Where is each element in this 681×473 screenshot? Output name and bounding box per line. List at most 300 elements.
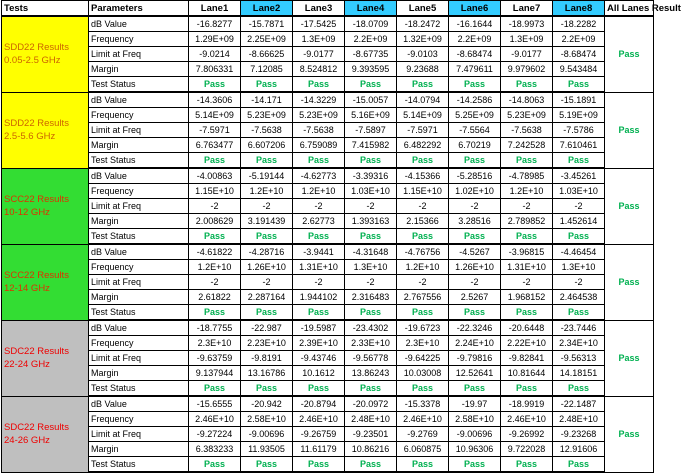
lane-value: 7.12085 bbox=[241, 62, 293, 77]
lane-value: 6.763477 bbox=[189, 138, 241, 153]
parameter-name: Frequency bbox=[89, 336, 189, 351]
lane-value: -2 bbox=[189, 275, 241, 290]
lane-value: 9.393595 bbox=[345, 62, 397, 77]
table-row bbox=[2, 32, 654, 47]
lane-value: -9.56778 bbox=[345, 351, 397, 366]
lane-value: 2.789852 bbox=[501, 214, 553, 229]
lane-status: Pass bbox=[241, 229, 293, 245]
lane-status: Pass bbox=[501, 457, 553, 473]
lane-value: 2.46E+10 bbox=[189, 412, 241, 427]
lane-value: 7.415982 bbox=[345, 138, 397, 153]
lane-value: 6.060875 bbox=[397, 442, 449, 457]
lane-value: 1.2E+10 bbox=[501, 184, 553, 199]
lane-status: Pass bbox=[345, 229, 397, 245]
lane-value: -15.3378 bbox=[397, 396, 449, 412]
lane-value: 10.86216 bbox=[345, 442, 397, 457]
lane-value: 10.96306 bbox=[449, 442, 501, 457]
lane-value: -4.31648 bbox=[345, 244, 397, 260]
lane-value: 9.979602 bbox=[501, 62, 553, 77]
parameter-name: Limit at Freq bbox=[89, 427, 189, 442]
lane-status: Pass bbox=[345, 77, 397, 93]
lane-value: 9.543484 bbox=[553, 62, 605, 77]
table-row bbox=[2, 168, 654, 184]
lane-status: Pass bbox=[449, 153, 501, 169]
lane-value: 2.15366 bbox=[397, 214, 449, 229]
lane-value: 1.31E+10 bbox=[293, 260, 345, 275]
parameter-name: Limit at Freq bbox=[89, 47, 189, 62]
lane-value: 1.944102 bbox=[293, 290, 345, 305]
lane-value: -14.8063 bbox=[501, 92, 553, 108]
lane-value: -18.9919 bbox=[501, 396, 553, 412]
lane-status: Pass bbox=[553, 153, 605, 169]
table-row bbox=[2, 442, 654, 457]
lane-value: -5.19144 bbox=[241, 168, 293, 184]
lane-value: -9.8191 bbox=[241, 351, 293, 366]
parameter-name: dB Value bbox=[89, 320, 189, 336]
lane-value: -9.56313 bbox=[553, 351, 605, 366]
lane-value: -7.5564 bbox=[449, 123, 501, 138]
table-row bbox=[2, 62, 654, 77]
lane-value: 2.62773 bbox=[293, 214, 345, 229]
lane-status: Pass bbox=[553, 229, 605, 245]
lane-value: -20.0972 bbox=[345, 396, 397, 412]
lane-value: -8.68474 bbox=[449, 47, 501, 62]
lane-value: 5.23E+09 bbox=[241, 108, 293, 123]
lane-value: 1.2E+10 bbox=[293, 184, 345, 199]
table-row bbox=[2, 123, 654, 138]
lane-value: -2 bbox=[241, 275, 293, 290]
lane-value: 2.25E+09 bbox=[241, 32, 293, 47]
lane-value: -4.78985 bbox=[501, 168, 553, 184]
table-row bbox=[2, 153, 654, 169]
parameter-name: Frequency bbox=[89, 184, 189, 199]
table-row bbox=[2, 47, 654, 62]
lane-status: Pass bbox=[189, 305, 241, 321]
lane-value: -2 bbox=[449, 199, 501, 214]
lane-value: 1.2E+10 bbox=[241, 184, 293, 199]
parameter-name: Frequency bbox=[89, 108, 189, 123]
table-row bbox=[2, 229, 654, 245]
lane-value: 1.968152 bbox=[501, 290, 553, 305]
parameter-name: Margin bbox=[89, 290, 189, 305]
tests-header: Tests bbox=[2, 1, 89, 17]
parameter-name: Test Status bbox=[89, 229, 189, 245]
lane-value: 6.482292 bbox=[397, 138, 449, 153]
all-lanes-result: Pass bbox=[605, 396, 654, 472]
lane-value: 2.24E+10 bbox=[449, 336, 501, 351]
lane-status: Pass bbox=[189, 77, 241, 93]
parameter-name: dB Value bbox=[89, 168, 189, 184]
lane-value: -2 bbox=[241, 199, 293, 214]
lane-value: 2.5267 bbox=[449, 290, 501, 305]
lane-value: 1.15E+10 bbox=[189, 184, 241, 199]
lane-value: -2 bbox=[293, 275, 345, 290]
lane-value: 2.61822 bbox=[189, 290, 241, 305]
test-group-title: SDD22 Results 0.05-2.5 GHz bbox=[2, 16, 89, 92]
lane-value: 2.48E+10 bbox=[345, 412, 397, 427]
lane-value: -18.9973 bbox=[501, 16, 553, 32]
lane-value: 1.3E+10 bbox=[553, 260, 605, 275]
table-row bbox=[2, 366, 654, 381]
test-group-title: SDC22 Results 24-26 GHz bbox=[2, 396, 89, 472]
lane-value: -9.79816 bbox=[449, 351, 501, 366]
lane-value: -9.64225 bbox=[397, 351, 449, 366]
lane-value: 3.28516 bbox=[449, 214, 501, 229]
table-row bbox=[2, 77, 654, 93]
lane-value: 1.02E+10 bbox=[449, 184, 501, 199]
lane-value: -9.0177 bbox=[293, 47, 345, 62]
table-row bbox=[2, 138, 654, 153]
lane-status: Pass bbox=[449, 381, 501, 397]
parameter-name: Test Status bbox=[89, 305, 189, 321]
lane-value: 13.86243 bbox=[345, 366, 397, 381]
lane-value: -18.0709 bbox=[345, 16, 397, 32]
table-row bbox=[2, 336, 654, 351]
test-group-title: SCC22 Results 10-12 GHz bbox=[2, 168, 89, 244]
lane-value: 7.806331 bbox=[189, 62, 241, 77]
lane-value: 2.008629 bbox=[189, 214, 241, 229]
lane-value: 3.191439 bbox=[241, 214, 293, 229]
lane-value: 12.91606 bbox=[553, 442, 605, 457]
lane-status: Pass bbox=[241, 77, 293, 93]
parameter-name: Frequency bbox=[89, 260, 189, 275]
table-row bbox=[2, 199, 654, 214]
lane-value: 2.767556 bbox=[397, 290, 449, 305]
lane-value: 2.58E+10 bbox=[241, 412, 293, 427]
lane-value: -9.63759 bbox=[189, 351, 241, 366]
lane-header: Lane1 bbox=[189, 1, 241, 17]
parameter-name: Limit at Freq bbox=[89, 199, 189, 214]
lane-value: -4.5267 bbox=[449, 244, 501, 260]
lane-value: -22.987 bbox=[241, 320, 293, 336]
parameter-name: Frequency bbox=[89, 412, 189, 427]
lane-status: Pass bbox=[345, 457, 397, 473]
lane-value: -14.3606 bbox=[189, 92, 241, 108]
lane-status: Pass bbox=[345, 153, 397, 169]
lane-status: Pass bbox=[501, 77, 553, 93]
results-body bbox=[2, 16, 654, 472]
lane-value: 5.25E+09 bbox=[449, 108, 501, 123]
lane-status: Pass bbox=[553, 381, 605, 397]
lane-value: 13.16786 bbox=[241, 366, 293, 381]
parameters-header: Parameters bbox=[89, 1, 189, 17]
table-row bbox=[2, 427, 654, 442]
parameter-name: Frequency bbox=[89, 32, 189, 47]
lane-value: -16.8277 bbox=[189, 16, 241, 32]
lane-value: 2.46E+10 bbox=[501, 412, 553, 427]
lane-value: -8.66625 bbox=[241, 47, 293, 62]
lane-value: -7.5638 bbox=[293, 123, 345, 138]
lane-status: Pass bbox=[293, 77, 345, 93]
all-lanes-header: All Lanes Result bbox=[605, 1, 654, 17]
lane-value: 1.3E+09 bbox=[293, 32, 345, 47]
lane-value: -9.26759 bbox=[293, 427, 345, 442]
lane-status: Pass bbox=[293, 229, 345, 245]
lane-value: -9.00696 bbox=[241, 427, 293, 442]
lane-value: -15.7871 bbox=[241, 16, 293, 32]
all-lanes-result: Pass bbox=[605, 320, 654, 396]
lane-status: Pass bbox=[189, 457, 241, 473]
lane-value: -2 bbox=[501, 275, 553, 290]
table-row bbox=[2, 351, 654, 366]
lane-value: -9.00696 bbox=[449, 427, 501, 442]
lane-value: 1.2E+10 bbox=[189, 260, 241, 275]
lane-value: 2.46E+10 bbox=[397, 412, 449, 427]
lane-value: -14.171 bbox=[241, 92, 293, 108]
lane-value: 7.479611 bbox=[449, 62, 501, 77]
lane-value: 1.03E+10 bbox=[345, 184, 397, 199]
parameter-name: Test Status bbox=[89, 381, 189, 397]
lane-value: -15.0057 bbox=[345, 92, 397, 108]
lane-value: 6.759089 bbox=[293, 138, 345, 153]
lane-value: -4.46454 bbox=[553, 244, 605, 260]
lane-status: Pass bbox=[241, 381, 293, 397]
lane-value: -14.3229 bbox=[293, 92, 345, 108]
lane-value: -2 bbox=[397, 199, 449, 214]
lane-status: Pass bbox=[293, 457, 345, 473]
parameter-name: dB Value bbox=[89, 16, 189, 32]
lane-value: -2 bbox=[397, 275, 449, 290]
lane-value: -4.00863 bbox=[189, 168, 241, 184]
table-row bbox=[2, 92, 654, 108]
lane-value: -7.5638 bbox=[501, 123, 553, 138]
lane-value: 2.464538 bbox=[553, 290, 605, 305]
parameter-name: Limit at Freq bbox=[89, 351, 189, 366]
lane-value: -22.1487 bbox=[553, 396, 605, 412]
lane-value: 6.383233 bbox=[189, 442, 241, 457]
lane-status: Pass bbox=[189, 153, 241, 169]
lane-value: -9.23268 bbox=[553, 427, 605, 442]
parameter-name: Test Status bbox=[89, 457, 189, 473]
lane-value: 5.23E+09 bbox=[293, 108, 345, 123]
lane-value: 2.316483 bbox=[345, 290, 397, 305]
lane-value: -18.2282 bbox=[553, 16, 605, 32]
lane-value: 5.14E+09 bbox=[397, 108, 449, 123]
table-row bbox=[2, 305, 654, 321]
parameter-name: dB Value bbox=[89, 92, 189, 108]
table-row bbox=[2, 108, 654, 123]
table-row bbox=[2, 320, 654, 336]
lane-value: 5.14E+09 bbox=[189, 108, 241, 123]
lane-status: Pass bbox=[553, 77, 605, 93]
lane-value: -7.5638 bbox=[241, 123, 293, 138]
lane-status: Pass bbox=[449, 457, 501, 473]
lane-header: Lane7 bbox=[501, 1, 553, 17]
lane-value: 1.03E+10 bbox=[553, 184, 605, 199]
lane-value: 7.610461 bbox=[553, 138, 605, 153]
lane-value: 2.3E+10 bbox=[189, 336, 241, 351]
lane-value: 9.23688 bbox=[397, 62, 449, 77]
lane-value: 2.48E+10 bbox=[553, 412, 605, 427]
lane-value: -9.27224 bbox=[189, 427, 241, 442]
lane-header: Lane5 bbox=[397, 1, 449, 17]
lane-status: Pass bbox=[293, 305, 345, 321]
lane-header: Lane2 bbox=[241, 1, 293, 17]
lane-value: -7.5971 bbox=[189, 123, 241, 138]
table-row bbox=[2, 214, 654, 229]
lane-value: 10.03008 bbox=[397, 366, 449, 381]
lane-value: -2 bbox=[293, 199, 345, 214]
lane-value: 5.16E+09 bbox=[345, 108, 397, 123]
test-group-title: SCC22 Results 12-14 GHz bbox=[2, 244, 89, 320]
lane-value: -4.15366 bbox=[397, 168, 449, 184]
lane-status: Pass bbox=[501, 305, 553, 321]
lane-value: -16.1644 bbox=[449, 16, 501, 32]
lane-value: -20.942 bbox=[241, 396, 293, 412]
lane-value: 1.26E+10 bbox=[241, 260, 293, 275]
lane-value: 2.2E+09 bbox=[553, 32, 605, 47]
lane-value: 9.722028 bbox=[501, 442, 553, 457]
lane-header: Lane3 bbox=[293, 1, 345, 17]
lane-value: -2 bbox=[345, 275, 397, 290]
lane-status: Pass bbox=[449, 77, 501, 93]
all-lanes-result: Pass bbox=[605, 168, 654, 244]
lane-status: Pass bbox=[189, 381, 241, 397]
table-row bbox=[2, 260, 654, 275]
lane-value: -15.1891 bbox=[553, 92, 605, 108]
table-row bbox=[2, 275, 654, 290]
parameter-name: Test Status bbox=[89, 77, 189, 93]
lane-value: 1.29E+09 bbox=[189, 32, 241, 47]
lane-value: -23.7446 bbox=[553, 320, 605, 336]
lane-value: 2.33E+10 bbox=[345, 336, 397, 351]
lane-value: -3.96815 bbox=[501, 244, 553, 260]
lane-value: -19.97 bbox=[449, 396, 501, 412]
lane-status: Pass bbox=[397, 381, 449, 397]
lane-value: 1.3E+09 bbox=[501, 32, 553, 47]
lane-value: 1.31E+10 bbox=[501, 260, 553, 275]
lane-status: Pass bbox=[241, 305, 293, 321]
lane-value: -4.61822 bbox=[189, 244, 241, 260]
results-table bbox=[1, 0, 681, 473]
parameter-name: dB Value bbox=[89, 244, 189, 260]
lane-value: 1.15E+10 bbox=[397, 184, 449, 199]
lane-value: -8.67735 bbox=[345, 47, 397, 62]
lane-value: -5.28516 bbox=[449, 168, 501, 184]
lane-status: Pass bbox=[449, 305, 501, 321]
lane-value: 2.58E+10 bbox=[449, 412, 501, 427]
parameter-name: Margin bbox=[89, 62, 189, 77]
lane-status: Pass bbox=[397, 457, 449, 473]
lane-value: 2.23E+10 bbox=[241, 336, 293, 351]
lane-value: -2 bbox=[553, 199, 605, 214]
lane-value: -9.2769 bbox=[397, 427, 449, 442]
all-lanes-result: Pass bbox=[605, 244, 654, 320]
lane-status: Pass bbox=[553, 305, 605, 321]
lane-value: -7.5897 bbox=[345, 123, 397, 138]
lane-status: Pass bbox=[397, 77, 449, 93]
lane-status: Pass bbox=[241, 153, 293, 169]
lane-value: -19.6723 bbox=[397, 320, 449, 336]
lane-value: -9.0103 bbox=[397, 47, 449, 62]
lane-status: Pass bbox=[345, 305, 397, 321]
lane-value: 11.61179 bbox=[293, 442, 345, 457]
lane-status: Pass bbox=[553, 457, 605, 473]
parameter-name: dB Value bbox=[89, 396, 189, 412]
table-row bbox=[2, 412, 654, 427]
parameter-name: Margin bbox=[89, 138, 189, 153]
lane-value: -9.23501 bbox=[345, 427, 397, 442]
parameter-name: Margin bbox=[89, 442, 189, 457]
lane-value: -7.5786 bbox=[553, 123, 605, 138]
lane-value: -2 bbox=[345, 199, 397, 214]
lane-value: 5.19E+09 bbox=[553, 108, 605, 123]
lane-value: -20.6448 bbox=[501, 320, 553, 336]
lane-value: 2.39E+10 bbox=[293, 336, 345, 351]
table-row bbox=[2, 16, 654, 32]
lane-value: -17.5425 bbox=[293, 16, 345, 32]
lane-value: -14.2586 bbox=[449, 92, 501, 108]
lane-value: -3.45261 bbox=[553, 168, 605, 184]
table-row bbox=[2, 244, 654, 260]
lane-status: Pass bbox=[293, 153, 345, 169]
test-group-title: SDC22 Results 22-24 GHz bbox=[2, 320, 89, 396]
parameter-name: Margin bbox=[89, 366, 189, 381]
lane-status: Pass bbox=[501, 153, 553, 169]
lane-value: -2 bbox=[553, 275, 605, 290]
lane-value: 9.137944 bbox=[189, 366, 241, 381]
parameter-name: Limit at Freq bbox=[89, 123, 189, 138]
lane-value: -20.8794 bbox=[293, 396, 345, 412]
test-group-title: SDD22 Results 2.5-5.6 GHz bbox=[2, 92, 89, 168]
parameter-name: Limit at Freq bbox=[89, 275, 189, 290]
lane-value: 11.93505 bbox=[241, 442, 293, 457]
lane-value: -15.6555 bbox=[189, 396, 241, 412]
lane-status: Pass bbox=[345, 381, 397, 397]
lane-value: -9.0177 bbox=[501, 47, 553, 62]
lane-value: 2.22E+10 bbox=[501, 336, 553, 351]
lane-value: -9.26992 bbox=[501, 427, 553, 442]
lane-value: 7.242528 bbox=[501, 138, 553, 153]
all-lanes-result: Pass bbox=[605, 92, 654, 168]
lane-status: Pass bbox=[397, 153, 449, 169]
lane-value: -4.28716 bbox=[241, 244, 293, 260]
lane-value: 10.1612 bbox=[293, 366, 345, 381]
lane-value: 14.18151 bbox=[553, 366, 605, 381]
lane-status: Pass bbox=[189, 229, 241, 245]
lane-status: Pass bbox=[397, 305, 449, 321]
lane-value: 2.34E+10 bbox=[553, 336, 605, 351]
table-row bbox=[2, 396, 654, 412]
lane-value: 8.524812 bbox=[293, 62, 345, 77]
lane-value: 1.2E+10 bbox=[397, 260, 449, 275]
lane-value: 1.26E+10 bbox=[449, 260, 501, 275]
lane-value: -3.39316 bbox=[345, 168, 397, 184]
lane-value: -14.0794 bbox=[397, 92, 449, 108]
table-row bbox=[2, 381, 654, 397]
lane-value: 12.52641 bbox=[449, 366, 501, 381]
lane-status: Pass bbox=[241, 457, 293, 473]
lane-status: Pass bbox=[397, 229, 449, 245]
lane-value: 1.32E+09 bbox=[397, 32, 449, 47]
lane-value: 2.2E+09 bbox=[449, 32, 501, 47]
lane-value: 1.3E+10 bbox=[345, 260, 397, 275]
lane-value: -2 bbox=[189, 199, 241, 214]
lane-value: 1.393163 bbox=[345, 214, 397, 229]
lane-value: -18.2472 bbox=[397, 16, 449, 32]
lane-value: 2.46E+10 bbox=[293, 412, 345, 427]
lane-value: 6.607206 bbox=[241, 138, 293, 153]
table-row bbox=[2, 184, 654, 199]
table-row bbox=[2, 290, 654, 305]
lane-value: 10.81644 bbox=[501, 366, 553, 381]
lane-header: Lane8 bbox=[553, 1, 605, 17]
lane-value: -2 bbox=[501, 199, 553, 214]
lane-value: 2.3E+10 bbox=[397, 336, 449, 351]
lane-status: Pass bbox=[449, 229, 501, 245]
table-row bbox=[2, 457, 654, 473]
parameter-name: Margin bbox=[89, 214, 189, 229]
